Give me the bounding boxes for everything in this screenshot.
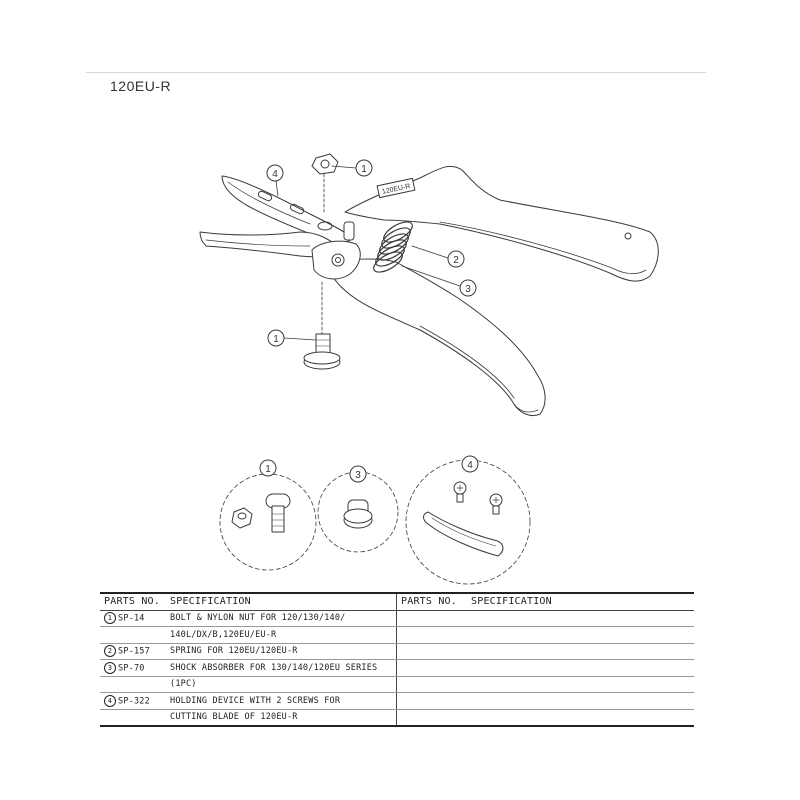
part-number-cell <box>100 676 166 693</box>
specification-cell: 140L/DX/B,120EU/EU-R <box>166 627 397 644</box>
part-number-cell <box>100 660 166 677</box>
table-row <box>100 693 694 710</box>
part-number-cell <box>100 643 166 660</box>
part-number-cell <box>100 610 166 627</box>
empty-cell <box>467 693 694 710</box>
specification-cell: CUTTING BLADE OF 120EU-R <box>166 709 397 726</box>
detail-holding-device <box>406 456 530 584</box>
callout-1-bottom <box>268 330 316 346</box>
specification-cell: SPRING FOR 120EU/120EU-R <box>166 643 397 660</box>
model-title: 120EU-R <box>110 78 172 94</box>
header-parts-no: PARTS NO. <box>100 593 166 610</box>
part-number: SP-70 <box>118 663 145 674</box>
part-mark: 1 <box>104 612 116 624</box>
empty-cell <box>397 610 468 627</box>
part-number: SP-322 <box>118 696 150 707</box>
part-number: SP-14 <box>118 613 145 624</box>
callout-3-number: 3 <box>465 284 471 295</box>
model-stamp-text: 120EU-R <box>381 183 412 196</box>
empty-cell <box>397 643 468 660</box>
empty-cell <box>467 709 694 726</box>
callout-4-top <box>267 165 283 196</box>
part-mark: 3 <box>104 662 116 674</box>
table-row <box>100 709 694 726</box>
table-row <box>100 627 694 644</box>
parts-table <box>100 592 694 727</box>
header-parts-no-right: PARTS NO. <box>397 593 468 610</box>
part-number: SP-157 <box>118 646 150 657</box>
specification-cell: SHOCK ABSORBER FOR 130/140/120EU SERIES <box>166 660 397 677</box>
specification-cell: BOLT & NYLON NUT FOR 120/130/140/ <box>166 610 397 627</box>
cutting-blade <box>222 176 352 243</box>
empty-cell <box>467 660 694 677</box>
specification-cell: (1PC) <box>166 676 397 693</box>
table-row <box>100 676 694 693</box>
callout-4-top-number: 4 <box>272 169 278 180</box>
empty-cell <box>397 676 468 693</box>
callout-1-bottom-number: 1 <box>273 334 279 345</box>
empty-cell <box>397 709 468 726</box>
callout-1-top-number: 1 <box>361 164 367 175</box>
callout-2-number: 2 <box>453 255 459 266</box>
empty-cell <box>397 693 468 710</box>
empty-cell <box>467 643 694 660</box>
table-header-row <box>100 593 694 610</box>
table-row <box>100 610 694 627</box>
nylon-nut <box>312 154 338 214</box>
header-specification-right: SPECIFICATION <box>467 593 694 610</box>
detail-bolt-and-nut <box>220 460 316 570</box>
part-number-cell <box>100 627 166 644</box>
part-mark: 2 <box>104 645 116 657</box>
lower-handle <box>330 259 545 416</box>
part-number-cell <box>100 693 166 710</box>
detail-3-number: 3 <box>355 470 361 481</box>
bolt <box>304 282 340 369</box>
detail-shock-absorber <box>318 466 398 552</box>
header-specification: SPECIFICATION <box>166 593 397 610</box>
table-row <box>100 643 694 660</box>
table-row <box>100 660 694 677</box>
empty-cell <box>467 627 694 644</box>
detail-1-number: 1 <box>265 464 271 475</box>
part-mark: 4 <box>104 695 116 707</box>
empty-cell <box>397 660 468 677</box>
callout-2 <box>412 246 464 267</box>
part-number-cell <box>100 709 166 726</box>
specification-cell: HOLDING DEVICE WITH 2 SCREWS FOR <box>166 693 397 710</box>
empty-cell <box>397 627 468 644</box>
empty-cell <box>467 676 694 693</box>
empty-cell <box>467 610 694 627</box>
detail-4-number: 4 <box>467 460 473 471</box>
